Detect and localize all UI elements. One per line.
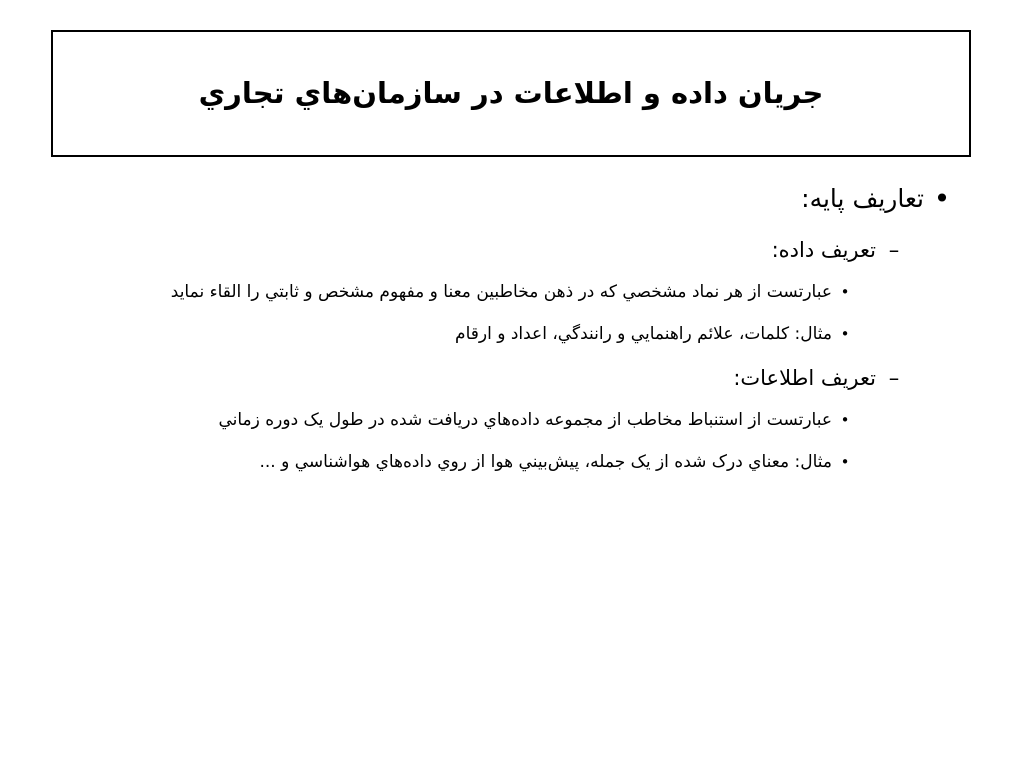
info-definition-heading: تعريف اطلاعات: xyxy=(733,366,876,390)
dash-icon: – xyxy=(888,238,900,262)
bullet-basic-definitions-text: تعاريف پايه: xyxy=(801,184,924,213)
small-bullet-icon: • xyxy=(840,453,850,471)
info-definition-text: عبارتست از استنباط مخاطب از مجموعه داده‌هاي دريافت شده در طول يک دوره زماني xyxy=(218,410,832,430)
data-definition-text: عبارتست از هر نماد مشخصي كه در ذهن مخاطبين معنا و مفهوم مشخص و ثابتي را القاء نمايد xyxy=(170,282,832,302)
data-example-item xyxy=(55,318,970,350)
slide-title-box xyxy=(51,30,971,157)
slide-body xyxy=(55,178,970,488)
small-bullet-icon: • xyxy=(840,411,850,429)
bullet-basic-definitions xyxy=(55,178,970,220)
data-definition-item xyxy=(55,276,970,308)
bullet-icon: • xyxy=(933,182,951,215)
dash-icon: – xyxy=(888,366,900,390)
small-bullet-icon: • xyxy=(840,325,850,343)
info-definition-item xyxy=(55,404,970,436)
subheading-data-definition xyxy=(55,232,970,268)
info-example-item xyxy=(55,446,970,478)
data-definition-heading: تعريف داده: xyxy=(771,238,876,262)
slide-title: جريان داده و اطلاعات در سازمان‌هاي تجاري xyxy=(198,76,824,110)
data-example-text: مثال: كلمات، علائم راهنمايي و رانندگي، اعداد و ارقام xyxy=(455,324,832,344)
info-example-text: مثال: معناي درک شده از يک جمله، پيش‌بيني هوا از روي داده‌هاي هواشناسي و ... xyxy=(259,452,832,472)
subheading-info-definition xyxy=(55,360,970,396)
small-bullet-icon: • xyxy=(840,283,850,301)
